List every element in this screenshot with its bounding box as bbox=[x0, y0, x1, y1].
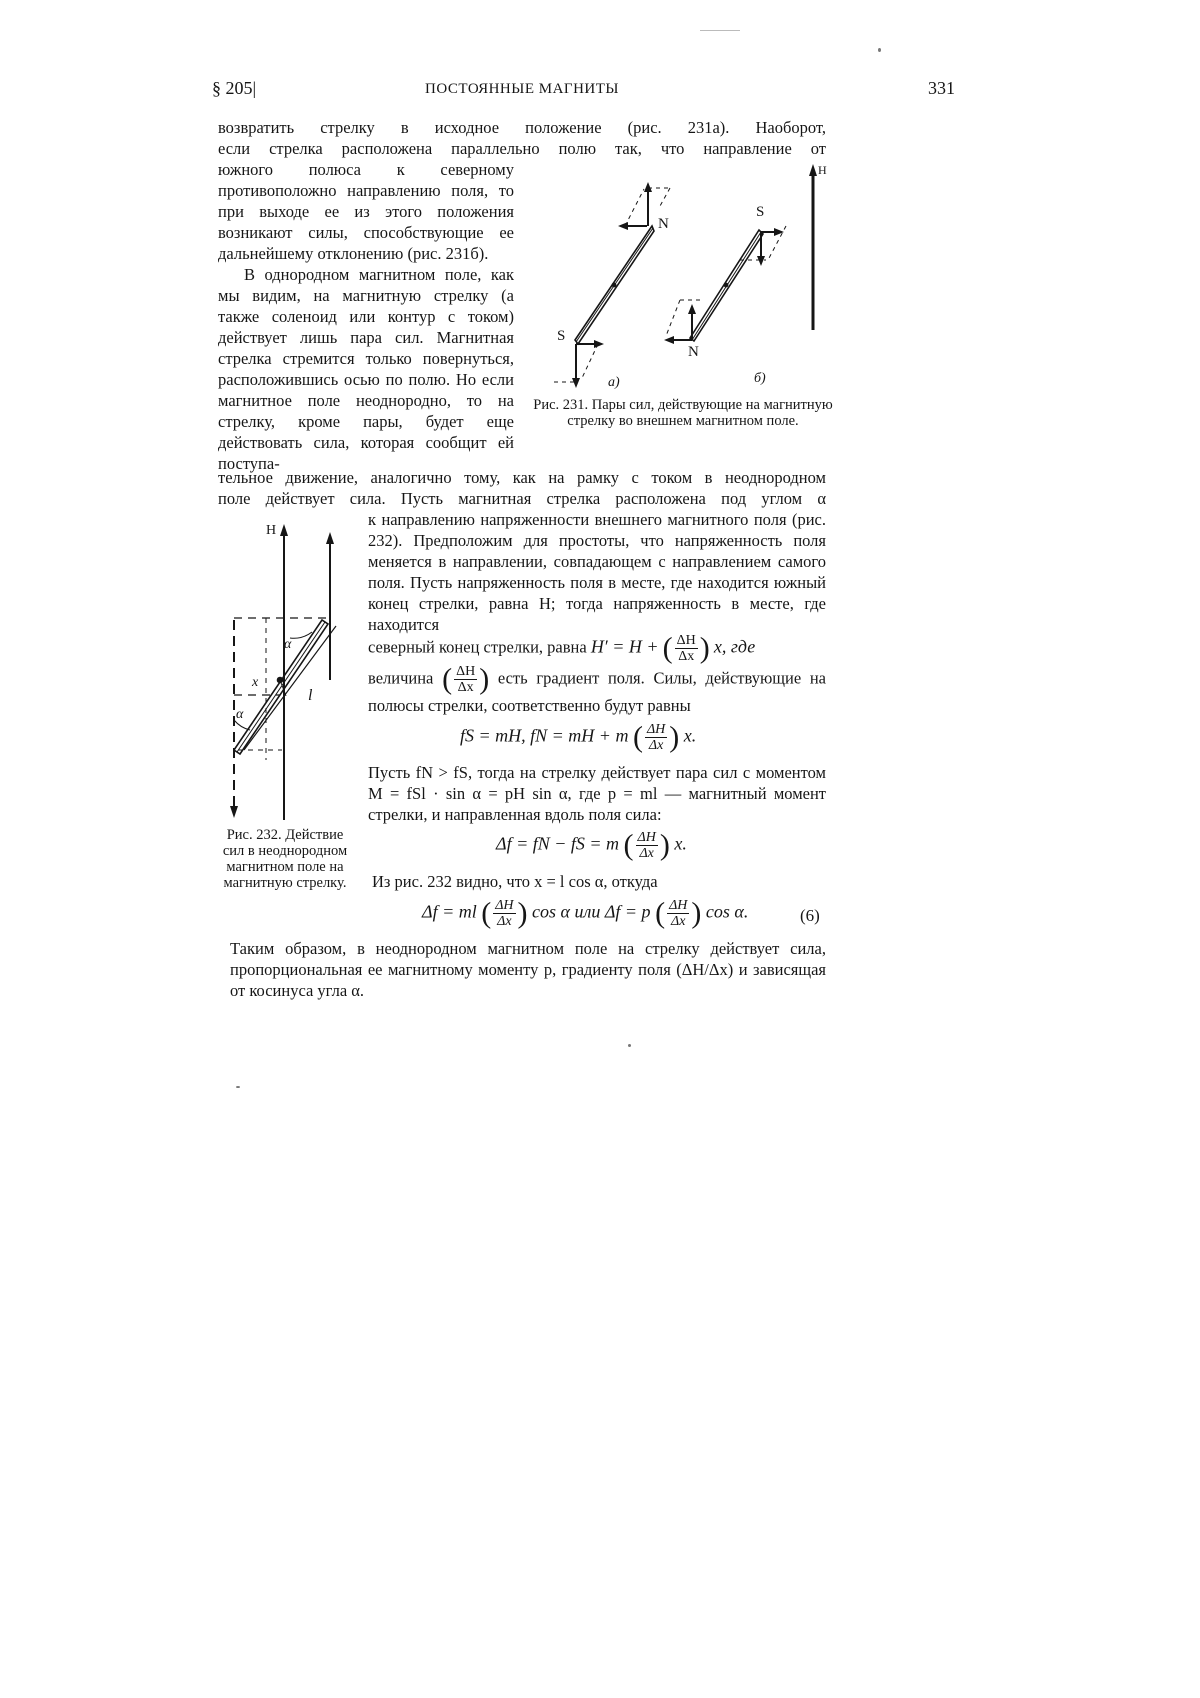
formula-text: fS = mH, fN = mH + m bbox=[460, 725, 629, 746]
formula-6: Δf = ml ( $\frac{\Delta H}{\Delta x}$ ) cos α или Δf = p ( $\frac{\Delta H}{\Delta x}$ ) cos α. bbox=[422, 896, 749, 930]
frac-num: ΔH bbox=[456, 664, 476, 679]
scan-speck bbox=[878, 48, 881, 52]
fraction bbox=[667, 898, 689, 929]
frac-den: Δx bbox=[497, 914, 512, 929]
frac-num: ΔH bbox=[669, 898, 688, 913]
fraction bbox=[675, 633, 698, 664]
page-number: 331 bbox=[928, 78, 955, 98]
formula-text: x. bbox=[674, 833, 687, 854]
figure-231-caption: Рис. 231. Пары сил, действующие на магнитную стрелку во внешнем магнитном поле. bbox=[533, 397, 833, 429]
paragraph: Таким образом, в неоднородном магнитном поле на стрелку действует сила, пропорциональная ее магнитному моменту p, градиенту поля (ΔH/Δx) и зависящая от косинуса угла α. bbox=[230, 939, 826, 1000]
figure-231 bbox=[530, 160, 830, 400]
fig232-label-l: l bbox=[308, 687, 313, 704]
formula-forces: fS = mH, fN = mH + m ( $\frac{\Delta H}{\Delta x}$ ) x. bbox=[460, 720, 697, 754]
text-line: поле действует сила. Пусть магнитная стрелка расположена под углом α bbox=[218, 489, 826, 508]
fig231-label-a: а) bbox=[608, 375, 620, 390]
paragraph bbox=[218, 159, 514, 474]
scan-speck bbox=[628, 1044, 631, 1047]
formula: H′ = H + bbox=[590, 636, 659, 657]
text-line-formula bbox=[368, 633, 826, 664]
paragraph bbox=[368, 664, 826, 716]
text-line: тельное движение, аналогично тому, как на рамку с током в неоднородном bbox=[218, 468, 826, 487]
text: есть градиент поля. Силы, действующие на полюсы стрелки, соответственно будут равны bbox=[368, 668, 827, 715]
text-line: возвратить стрелку в исходное положение (рис. 231а). Наоборот, bbox=[218, 118, 826, 137]
fig231-label-n-b: N bbox=[688, 344, 699, 360]
frac-num: ΔH bbox=[646, 722, 666, 737]
paragraph: Пусть fN > fS, тогда на стрелку действует пара сил с моментом M = fSl · sin α = pH sin α, где p = ml — магнитный момент стрелки, и направленная вдоль поля сила: bbox=[368, 763, 826, 824]
fraction bbox=[454, 664, 477, 695]
text-line: если стрелка расположена параллельно полю так, что направление от bbox=[218, 139, 826, 158]
paragraph-text: В однородном магнитном поле, как мы видим, на магнитную стрелку (а также соленоид или контур с током) действует лишь пара сил. Магнитная стрелка стремится только повернуться, расположившись осью по полю. Но если магнитное поле неоднородно, то на стрелку, кроме пары, будет еще действовать сила, которая сообщит ей поступа- bbox=[218, 265, 514, 473]
scan-speck bbox=[236, 1086, 240, 1088]
paren: ( bbox=[442, 662, 453, 696]
frac-num: ΔH bbox=[495, 898, 514, 913]
formula: x, где bbox=[713, 636, 756, 657]
fraction bbox=[636, 830, 658, 861]
fraction bbox=[493, 898, 515, 929]
formula-text: cos α. bbox=[705, 901, 749, 922]
text: северный конец стрелки, равна bbox=[368, 637, 587, 657]
formula-text: Δf = ml bbox=[422, 901, 477, 922]
formula-delta-f: Δf = fN − fS = m ( $\frac{\Delta H}{\Delta x}$ ) x. bbox=[496, 828, 687, 862]
frac-den: Δx bbox=[639, 846, 654, 861]
section-number: § 205| bbox=[212, 78, 257, 98]
frac-num: ΔH bbox=[676, 633, 696, 648]
fig231-label-s-a: S bbox=[557, 328, 566, 344]
paren: ) bbox=[479, 662, 490, 696]
frac-num: ΔH bbox=[637, 830, 656, 845]
fig231-label-n-a: N bbox=[658, 216, 669, 232]
formula-text: cos α или Δf = p bbox=[532, 901, 651, 922]
fig231-label-b: б) bbox=[754, 371, 766, 386]
text: величина bbox=[368, 668, 434, 688]
equation-number: (6) bbox=[800, 906, 820, 925]
fig232-label-h: H bbox=[266, 523, 277, 538]
paragraph-text: южного полюса к северному противоположно направлению поля, то при выходе ее из этого положения возникают силы, способствующие ее дальнейшему отклонению (рис. 231б). bbox=[218, 160, 514, 263]
fig232-label-alpha-bottom: α bbox=[236, 707, 244, 722]
formula-text: x. bbox=[683, 725, 697, 746]
fig232-label-x: x bbox=[252, 675, 259, 690]
fig231-label-s-b: S bbox=[756, 204, 765, 220]
figure-232 bbox=[222, 520, 352, 825]
paren: ) bbox=[699, 631, 710, 665]
frac-den: Δx bbox=[678, 649, 695, 664]
figure-232-caption: Рис. 232. Действие сил в неоднородном магнитном поле на магнитную стрелку. bbox=[222, 827, 348, 891]
paragraph: Из рис. 232 видно, что x = l cos α, откуда bbox=[372, 872, 658, 891]
paragraph: к направлению напряженности внешнего магнитного поля (рис. 232). Предположим для простоты, что напряженность поля меняется в направлении, совпадающем с направлением самого поля. Пусть напряженность поля в месте, где находится южный конец стрелки, равна H; тогда напряженность в месте, где находится bbox=[368, 510, 826, 634]
frac-den: Δx bbox=[648, 738, 664, 753]
paren: ( bbox=[662, 631, 673, 665]
scan-speck bbox=[700, 30, 740, 31]
fraction bbox=[645, 722, 667, 753]
frac-den: Δx bbox=[671, 914, 686, 929]
frac-den: Δx bbox=[457, 680, 474, 695]
fig231-label-h: H bbox=[818, 163, 827, 177]
fig232-label-alpha-top: α bbox=[284, 637, 292, 652]
running-title: ПОСТОЯННЫЕ МАГНИТЫ bbox=[425, 81, 619, 97]
formula-text: Δf = fN − fS = m bbox=[496, 833, 620, 854]
